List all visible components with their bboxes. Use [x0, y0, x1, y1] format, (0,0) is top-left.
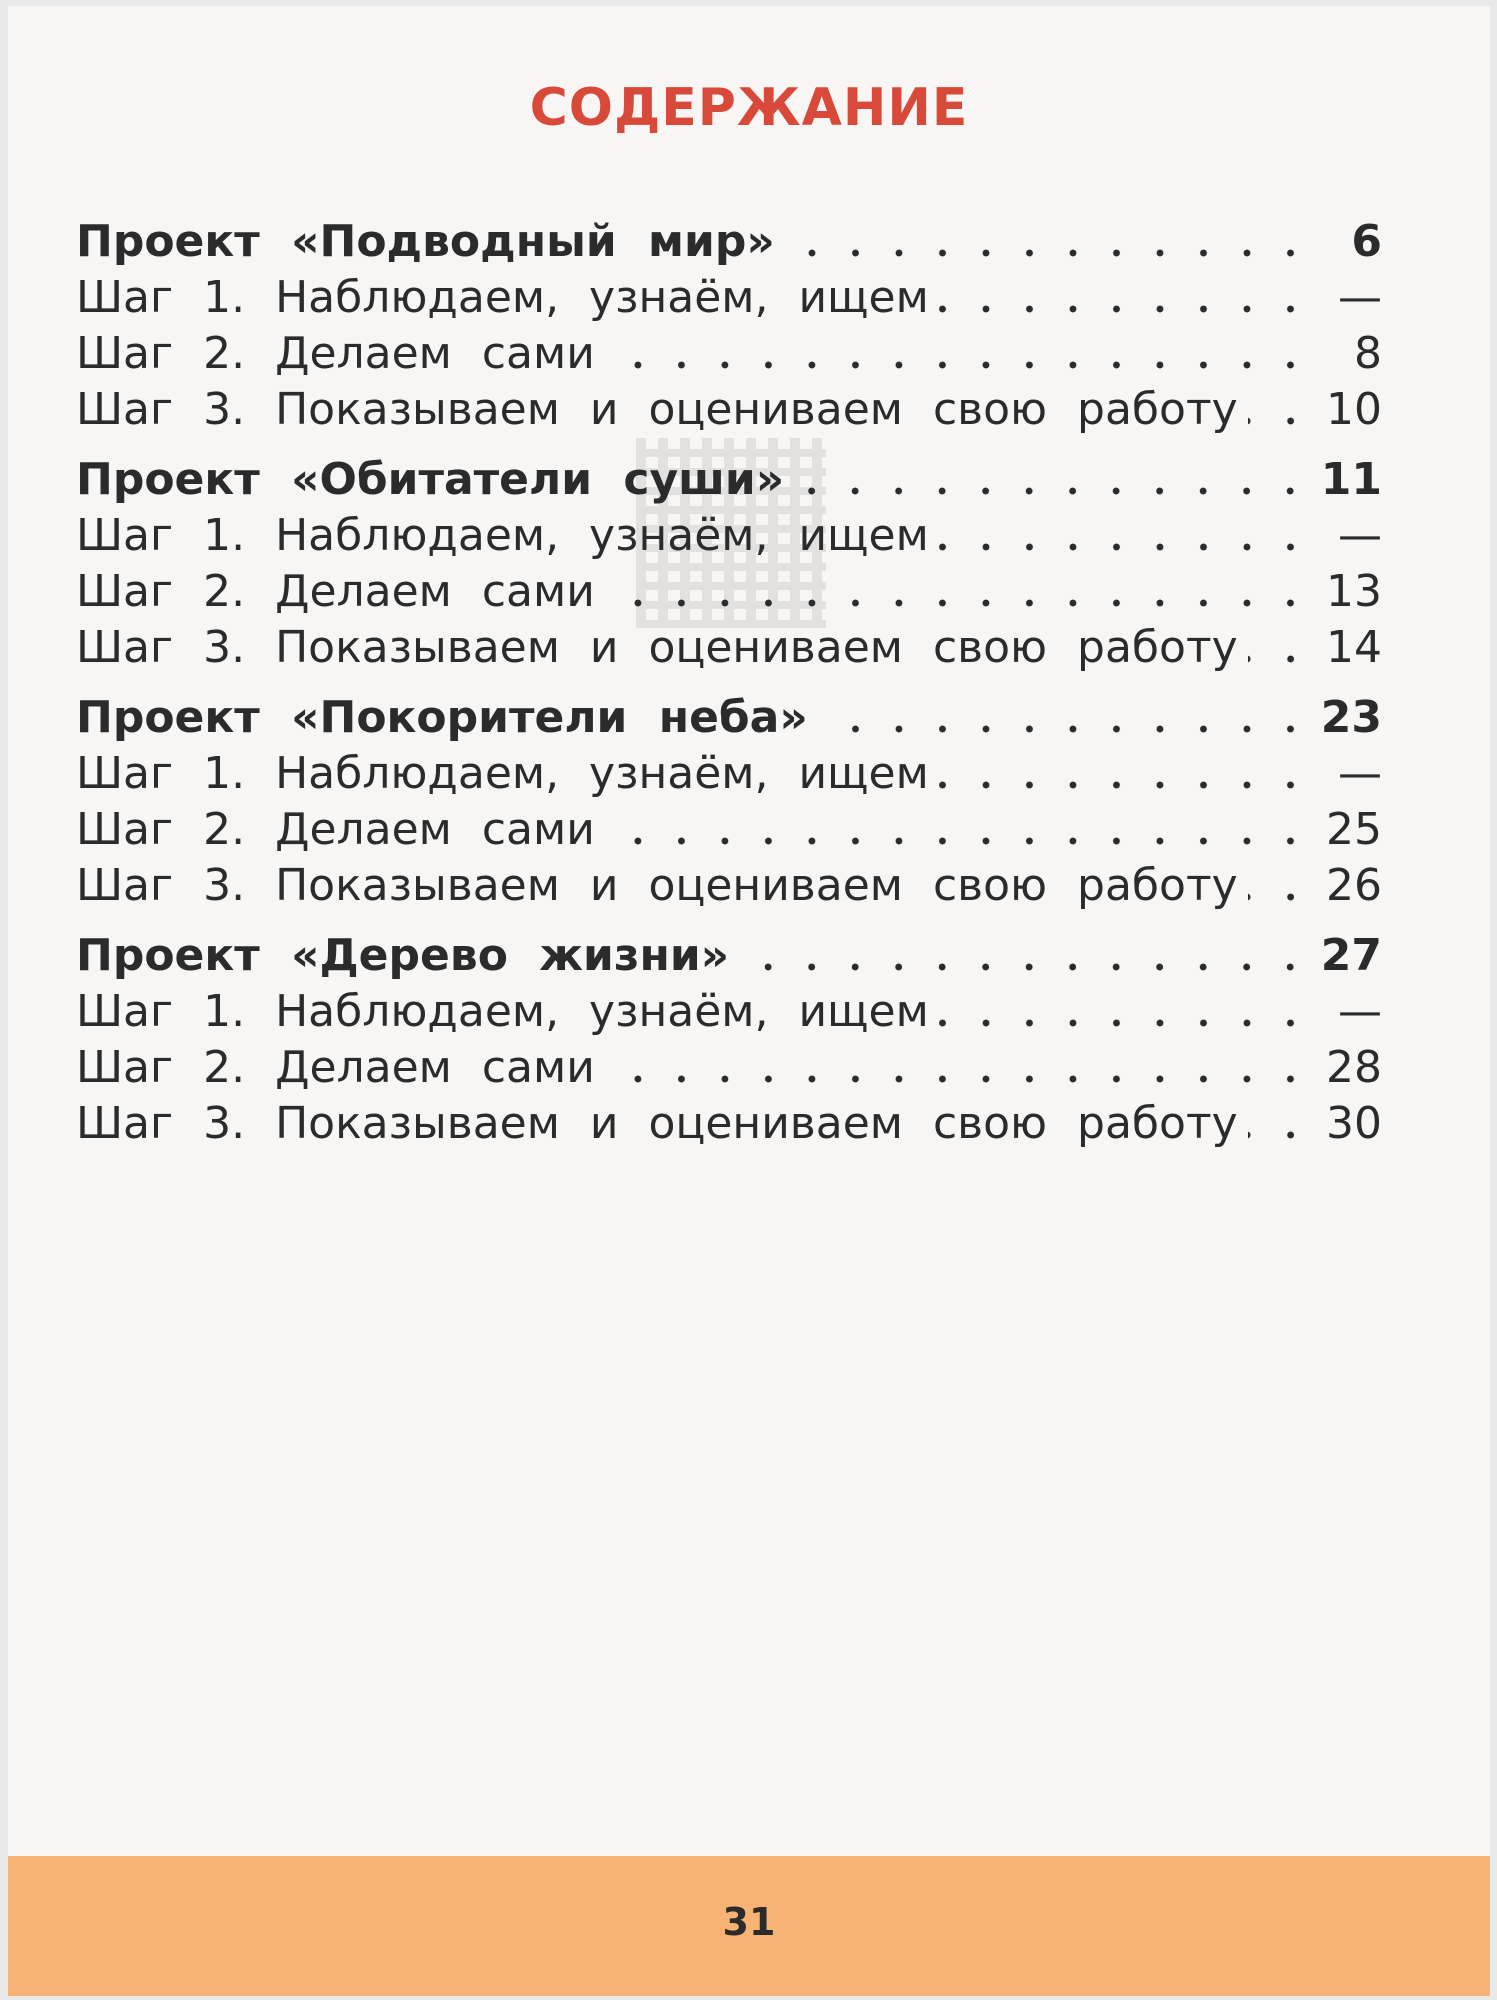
- toc-entry-page: —: [1338, 748, 1382, 799]
- toc-entry-label: Шаг 3. Показываем и оцениваем свою работу: [76, 622, 1238, 673]
- footer-band: [8, 1856, 1490, 1996]
- leader-dots: [939, 781, 1312, 789]
- leader-dots: [1248, 417, 1312, 425]
- page-title: СОДЕРЖАНИЕ: [529, 78, 969, 138]
- toc-entry-label: Проект «Дерево жизни»: [76, 930, 730, 981]
- toc-entry-page: —: [1338, 272, 1382, 323]
- toc-entry: [76, 508, 1382, 564]
- leader-dots: [605, 1075, 1312, 1083]
- toc-entry-label: Проект «Подводный мир»: [76, 216, 775, 267]
- toc-entry-page: 8: [1354, 328, 1382, 379]
- toc-entry-page: 26: [1326, 860, 1382, 911]
- toc-entry: [76, 928, 1382, 984]
- leader-dots: [1248, 1131, 1312, 1139]
- toc-entry-label: Шаг 1. Наблюдаем, узнаём, ищем: [76, 986, 929, 1037]
- toc-entry: [76, 1040, 1382, 1096]
- toc-entry: [76, 382, 1382, 438]
- toc-entry-page: 23: [1320, 692, 1382, 743]
- toc-entry-label: Шаг 3. Показываем и оцениваем свою работу: [76, 384, 1238, 435]
- toc-entry: [76, 620, 1382, 676]
- table-of-contents: [76, 214, 1382, 1152]
- toc-entry: [76, 214, 1382, 270]
- toc-entry-page: 14: [1326, 622, 1382, 673]
- toc-entry: [76, 564, 1382, 620]
- toc-entry: [76, 326, 1382, 382]
- toc-entry-label: Шаг 1. Наблюдаем, узнаём, ищем: [76, 748, 929, 799]
- toc-entry-page: 30: [1326, 1098, 1382, 1149]
- leader-dots: [739, 963, 1312, 971]
- toc-entry-page: 6: [1351, 216, 1382, 267]
- toc-entry-page: —: [1338, 510, 1382, 561]
- leader-dots: [785, 249, 1312, 257]
- leader-dots: [939, 543, 1312, 551]
- book-page: [8, 6, 1490, 1996]
- toc-entry-page: 28: [1326, 1042, 1382, 1093]
- leader-dots: [818, 725, 1312, 733]
- toc-entry-label: Проект «Обитатели суши»: [76, 454, 785, 505]
- toc-entry-label: Шаг 3. Показываем и оцениваем свою работу: [76, 860, 1238, 911]
- toc-entry-page: 10: [1326, 384, 1382, 435]
- toc-entry: [76, 802, 1382, 858]
- leader-dots: [605, 599, 1312, 607]
- toc-entry-page: 25: [1326, 804, 1382, 855]
- toc-entry: [76, 452, 1382, 508]
- leader-dots: [605, 837, 1312, 845]
- page-number: 31: [722, 1900, 776, 1944]
- leader-dots: [939, 1019, 1312, 1027]
- toc-entry-label: Шаг 2. Делаем сами: [76, 566, 595, 617]
- toc-entry: [76, 746, 1382, 802]
- toc-entry: [76, 690, 1382, 746]
- toc-entry-label: Шаг 3. Показываем и оцениваем свою работу: [76, 1098, 1238, 1149]
- toc-entry-page: 11: [1320, 454, 1382, 505]
- toc-entry-page: 13: [1326, 566, 1382, 617]
- toc-entry-page: 27: [1320, 930, 1382, 981]
- toc-entry-page: —: [1338, 986, 1382, 1037]
- toc-entry: [76, 270, 1382, 326]
- leader-dots: [1248, 893, 1312, 901]
- toc-entry: [76, 984, 1382, 1040]
- toc-entry: [76, 1096, 1382, 1152]
- leader-dots: [1248, 655, 1312, 663]
- toc-entry-label: Шаг 2. Делаем сами: [76, 328, 595, 379]
- toc-entry-label: Шаг 1. Наблюдаем, узнаём, ищем: [76, 510, 929, 561]
- leader-dots: [605, 361, 1312, 369]
- toc-entry: [76, 858, 1382, 914]
- toc-entry-label: Шаг 2. Делаем сами: [76, 804, 595, 855]
- leader-dots: [939, 305, 1312, 313]
- leader-dots: [794, 487, 1312, 495]
- toc-entry-label: Шаг 1. Наблюдаем, узнаём, ищем: [76, 272, 929, 323]
- toc-entry-label: Проект «Покорители неба»: [76, 692, 808, 743]
- toc-entry-label: Шаг 2. Делаем сами: [76, 1042, 595, 1093]
